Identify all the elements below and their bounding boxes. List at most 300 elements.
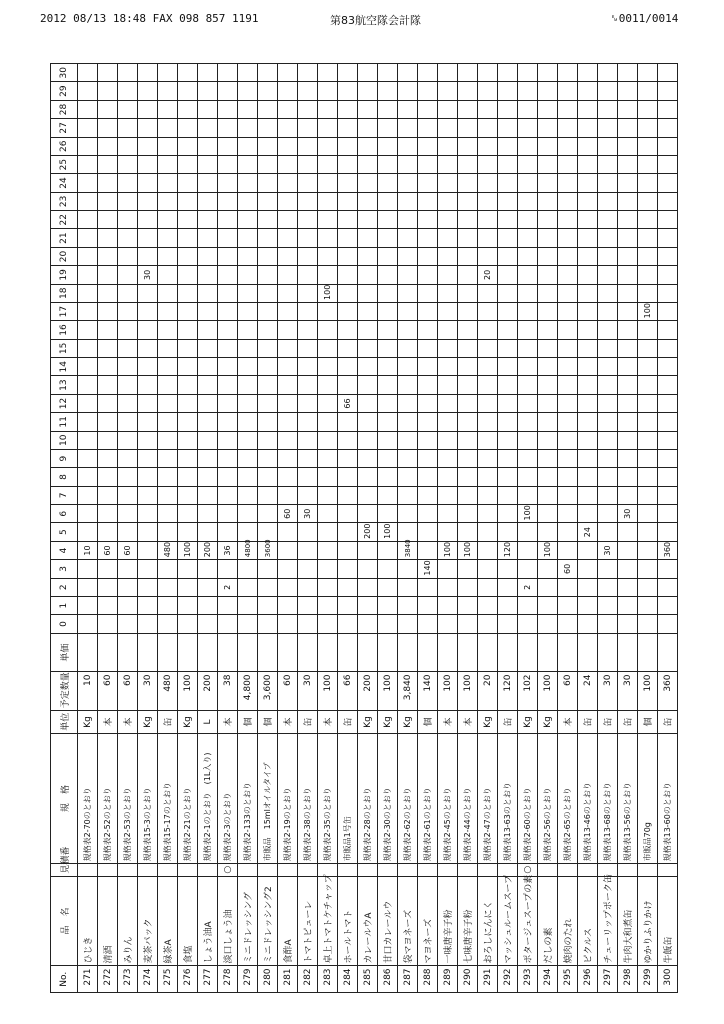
row-day-18 xyxy=(458,284,478,302)
row-unit-price xyxy=(78,633,98,672)
row-day-20 xyxy=(418,247,438,265)
row-day-18 xyxy=(118,284,138,302)
row-day-3 xyxy=(138,560,158,578)
row-quantity: 3,600 xyxy=(258,672,278,711)
row-unit: 本 xyxy=(558,711,578,733)
row-day-14 xyxy=(238,358,258,376)
row-day-11 xyxy=(118,413,138,431)
row-day-12 xyxy=(138,394,158,412)
row-day-0 xyxy=(278,615,298,633)
row-day-30 xyxy=(418,64,438,82)
row-day-2 xyxy=(578,578,598,596)
row-day-26 xyxy=(598,137,618,155)
row-day-11 xyxy=(218,413,238,431)
row-day-29 xyxy=(358,82,378,100)
row-day-0 xyxy=(178,615,198,633)
row-day-11 xyxy=(318,413,338,431)
row-day-29 xyxy=(138,82,158,100)
row-day-17 xyxy=(558,302,578,320)
row-day-28 xyxy=(278,100,298,118)
row-day-12 xyxy=(358,394,378,412)
row-day-23 xyxy=(98,192,118,210)
row-day-8 xyxy=(358,468,378,486)
row-day-20 xyxy=(558,247,578,265)
header-unit: 単位 xyxy=(51,711,78,733)
row-item-name: おろしにんにく xyxy=(478,876,498,966)
row-day-9 xyxy=(198,449,218,467)
row-day-6 xyxy=(438,505,458,523)
row-day-15 xyxy=(238,339,258,357)
row-day-19 xyxy=(218,266,238,284)
row-day-26 xyxy=(98,137,118,155)
row-day-7 xyxy=(618,486,638,504)
row-day-17 xyxy=(118,302,138,320)
row-day-16 xyxy=(398,321,418,339)
row-day-20 xyxy=(278,247,298,265)
row-day-6: 30 xyxy=(618,505,638,523)
row-day-12 xyxy=(618,394,638,412)
row-approval-mark xyxy=(278,864,298,876)
header-day-13: 13 xyxy=(51,376,78,394)
row-day-20 xyxy=(258,247,278,265)
row-day-0 xyxy=(458,615,478,633)
row-no: 282 xyxy=(298,966,318,993)
row-unit-price xyxy=(218,633,238,672)
row-quantity: 10 xyxy=(78,672,98,711)
row-day-3 xyxy=(318,560,338,578)
row-day-20 xyxy=(578,247,598,265)
row-day-30 xyxy=(218,64,238,82)
row-day-10 xyxy=(118,431,138,449)
row-day-24 xyxy=(178,174,198,192)
row-day-27 xyxy=(638,119,658,137)
row-unit: 本 xyxy=(278,711,298,733)
row-day-25 xyxy=(618,155,638,173)
row-day-27 xyxy=(478,119,498,137)
row-day-9 xyxy=(258,449,278,467)
row-approval-mark xyxy=(458,864,478,876)
row-day-22 xyxy=(118,211,138,229)
row-day-8 xyxy=(78,468,98,486)
row-day-2 xyxy=(478,578,498,596)
row-day-8 xyxy=(258,468,278,486)
header-day-28: 28 xyxy=(51,100,78,118)
row-quantity: 120 xyxy=(498,672,518,711)
row-day-4: 36 xyxy=(218,541,238,559)
row-day-15 xyxy=(118,339,138,357)
row-day-21 xyxy=(458,229,478,247)
row-day-20 xyxy=(178,247,198,265)
row-day-11 xyxy=(518,413,538,431)
row-day-18 xyxy=(138,284,158,302)
row-day-21 xyxy=(138,229,158,247)
row-day-8 xyxy=(218,468,238,486)
row-day-6 xyxy=(338,505,358,523)
row-day-27 xyxy=(98,119,118,137)
row-day-26 xyxy=(478,137,498,155)
row-item-name: 卓上トマトケチャップ xyxy=(318,876,338,966)
row-day-22 xyxy=(98,211,118,229)
row-day-24 xyxy=(578,174,598,192)
row-day-9 xyxy=(478,449,498,467)
row-day-26 xyxy=(138,137,158,155)
row-day-20 xyxy=(658,247,678,265)
row-day-28 xyxy=(178,100,198,118)
row-day-30 xyxy=(118,64,138,82)
row-day-2 xyxy=(78,578,98,596)
row-day-6 xyxy=(538,505,558,523)
row-day-16 xyxy=(498,321,518,339)
row-unit: Kg xyxy=(78,711,98,733)
procurement-sheet xyxy=(50,63,690,993)
row-day-30 xyxy=(398,64,418,82)
row-day-16 xyxy=(298,321,318,339)
row-day-22 xyxy=(218,211,238,229)
fax-timestamp: 2012 08/13 18:48 FAX 098 857 1191 xyxy=(40,12,259,25)
row-day-1 xyxy=(578,596,598,614)
row-day-29 xyxy=(438,82,458,100)
row-day-17 xyxy=(478,302,498,320)
row-day-12 xyxy=(578,394,598,412)
row-day-30 xyxy=(458,64,478,82)
row-day-18 xyxy=(158,284,178,302)
row-day-4: 100 xyxy=(538,541,558,559)
row-day-30 xyxy=(478,64,498,82)
row-day-4 xyxy=(578,541,598,559)
row-day-2 xyxy=(538,578,558,596)
row-day-18 xyxy=(638,284,658,302)
row-day-5 xyxy=(618,523,638,541)
header-day-10: 10 xyxy=(51,431,78,449)
row-day-16 xyxy=(358,321,378,339)
row-day-6 xyxy=(498,505,518,523)
row-day-30 xyxy=(518,64,538,82)
row-item-name: 食塩 xyxy=(178,876,198,966)
row-day-14 xyxy=(98,358,118,376)
fax-header xyxy=(0,0,724,36)
row-day-8 xyxy=(478,468,498,486)
row-day-9 xyxy=(638,449,658,467)
row-day-23 xyxy=(498,192,518,210)
row-unit: 個 xyxy=(418,711,438,733)
row-unit: L xyxy=(198,711,218,733)
row-day-21 xyxy=(618,229,638,247)
row-day-28 xyxy=(358,100,378,118)
row-day-24 xyxy=(138,174,158,192)
row-day-0 xyxy=(158,615,178,633)
row-day-28 xyxy=(578,100,598,118)
row-day-4: 200 xyxy=(198,541,218,559)
header-day-23: 23 xyxy=(51,192,78,210)
row-day-15 xyxy=(578,339,598,357)
row-day-15 xyxy=(98,339,118,357)
header-day-14: 14 xyxy=(51,358,78,376)
row-day-9 xyxy=(458,449,478,467)
row-day-1 xyxy=(318,596,338,614)
row-item-name: ホールトマト xyxy=(338,876,358,966)
row-day-13 xyxy=(298,376,318,394)
row-unit-price xyxy=(178,633,198,672)
row-day-26 xyxy=(198,137,218,155)
row-no: 297 xyxy=(598,966,618,993)
row-day-23 xyxy=(378,192,398,210)
row-day-5 xyxy=(638,523,658,541)
row-day-15 xyxy=(158,339,178,357)
row-approval-mark xyxy=(398,864,418,876)
row-unit-price xyxy=(258,633,278,672)
row-day-8 xyxy=(398,468,418,486)
row-day-9 xyxy=(538,449,558,467)
row-day-17 xyxy=(98,302,118,320)
row-day-11 xyxy=(238,413,258,431)
row-day-29 xyxy=(478,82,498,100)
row-day-21 xyxy=(178,229,198,247)
row-day-23 xyxy=(358,192,378,210)
row-day-5 xyxy=(318,523,338,541)
header-day-24: 24 xyxy=(51,174,78,192)
row-day-20 xyxy=(438,247,458,265)
row-no: 292 xyxy=(498,966,518,993)
row-day-17 xyxy=(398,302,418,320)
row-approval-mark xyxy=(618,864,638,876)
row-day-16 xyxy=(198,321,218,339)
row-day-3 xyxy=(498,560,518,578)
row-day-3 xyxy=(518,560,538,578)
row-unit-price xyxy=(118,633,138,672)
row-day-17 xyxy=(298,302,318,320)
row-day-29 xyxy=(158,82,178,100)
row-day-14 xyxy=(338,358,358,376)
items-table xyxy=(50,63,678,993)
row-day-2: 2 xyxy=(518,578,538,596)
row-day-13 xyxy=(538,376,558,394)
row-day-3 xyxy=(338,560,358,578)
row-approval-mark xyxy=(338,864,358,876)
row-day-25 xyxy=(98,155,118,173)
row-day-9 xyxy=(558,449,578,467)
row-day-21 xyxy=(298,229,318,247)
row-day-18: 100 xyxy=(318,284,338,302)
row-item-name: ゆかりふりかけ xyxy=(638,876,658,966)
row-day-4 xyxy=(338,541,358,559)
row-day-12 xyxy=(478,394,498,412)
row-day-19 xyxy=(458,266,478,284)
row-day-15 xyxy=(438,339,458,357)
row-day-25 xyxy=(238,155,258,173)
row-day-21 xyxy=(278,229,298,247)
row-day-4: 3840 xyxy=(398,541,418,559)
row-day-18 xyxy=(578,284,598,302)
row-day-3 xyxy=(398,560,418,578)
row-day-27 xyxy=(138,119,158,137)
row-day-3 xyxy=(438,560,458,578)
header-day-29: 29 xyxy=(51,82,78,100)
row-day-30 xyxy=(198,64,218,82)
row-day-12 xyxy=(318,394,338,412)
row-day-3 xyxy=(118,560,138,578)
row-day-23 xyxy=(338,192,358,210)
row-day-11 xyxy=(178,413,198,431)
row-day-5 xyxy=(298,523,318,541)
row-unit: 缶 xyxy=(298,711,318,733)
header-day-11: 11 xyxy=(51,413,78,431)
row-quantity: 30 xyxy=(138,672,158,711)
row-day-26 xyxy=(218,137,238,155)
row-day-13 xyxy=(98,376,118,394)
row-spec: 規格表2-62のとおり xyxy=(398,733,418,864)
row-day-16 xyxy=(158,321,178,339)
row-day-26 xyxy=(458,137,478,155)
row-day-19 xyxy=(178,266,198,284)
row-day-27 xyxy=(298,119,318,137)
row-day-23 xyxy=(578,192,598,210)
row-day-14 xyxy=(218,358,238,376)
row-day-15 xyxy=(618,339,638,357)
row-day-11 xyxy=(438,413,458,431)
row-unit: Kg xyxy=(398,711,418,733)
row-day-6 xyxy=(178,505,198,523)
row-day-1 xyxy=(138,596,158,614)
row-day-17 xyxy=(418,302,438,320)
row-day-13 xyxy=(258,376,278,394)
row-day-5: 200 xyxy=(358,523,378,541)
row-day-17 xyxy=(498,302,518,320)
row-day-2 xyxy=(598,578,618,596)
row-day-25 xyxy=(378,155,398,173)
row-day-1 xyxy=(618,596,638,614)
row-day-15 xyxy=(558,339,578,357)
row-unit-price xyxy=(438,633,458,672)
row-day-17 xyxy=(338,302,358,320)
row-day-16 xyxy=(338,321,358,339)
row-day-2 xyxy=(658,578,678,596)
row-day-16 xyxy=(618,321,638,339)
table-row xyxy=(378,64,398,993)
row-day-0 xyxy=(298,615,318,633)
row-day-24 xyxy=(338,174,358,192)
row-day-25 xyxy=(318,155,338,173)
row-day-15 xyxy=(538,339,558,357)
row-day-5 xyxy=(78,523,98,541)
row-day-16 xyxy=(558,321,578,339)
row-day-10 xyxy=(398,431,418,449)
row-day-9 xyxy=(138,449,158,467)
row-unit: 缶 xyxy=(338,711,358,733)
row-day-18 xyxy=(378,284,398,302)
row-day-13 xyxy=(638,376,658,394)
row-day-19 xyxy=(518,266,538,284)
row-day-19 xyxy=(598,266,618,284)
row-day-0 xyxy=(138,615,158,633)
row-day-29 xyxy=(638,82,658,100)
row-day-7 xyxy=(578,486,598,504)
row-day-22 xyxy=(358,211,378,229)
row-day-23 xyxy=(238,192,258,210)
row-day-8 xyxy=(278,468,298,486)
row-day-6 xyxy=(158,505,178,523)
row-day-8 xyxy=(558,468,578,486)
row-day-18 xyxy=(178,284,198,302)
row-day-28 xyxy=(138,100,158,118)
row-no: 271 xyxy=(78,966,98,993)
row-day-15 xyxy=(318,339,338,357)
header-day-17: 17 xyxy=(51,302,78,320)
row-day-9 xyxy=(358,449,378,467)
row-day-26 xyxy=(378,137,398,155)
row-day-24 xyxy=(658,174,678,192)
row-item-name: ミニドレッシング2 xyxy=(258,876,278,966)
row-spec: 規格表13-63のとおり xyxy=(498,733,518,864)
row-spec: 規格表2-44のとおり xyxy=(458,733,478,864)
row-day-6 xyxy=(658,505,678,523)
row-day-24 xyxy=(238,174,258,192)
row-day-26 xyxy=(238,137,258,155)
row-day-13 xyxy=(118,376,138,394)
row-unit-price xyxy=(238,633,258,672)
header-day-19: 19 xyxy=(51,266,78,284)
row-day-11 xyxy=(458,413,478,431)
table-row xyxy=(198,64,218,993)
row-quantity: 4,800 xyxy=(238,672,258,711)
row-day-27 xyxy=(358,119,378,137)
row-day-26 xyxy=(318,137,338,155)
row-day-17 xyxy=(78,302,98,320)
row-day-23 xyxy=(598,192,618,210)
row-day-27 xyxy=(198,119,218,137)
row-day-1 xyxy=(258,596,278,614)
row-day-27 xyxy=(618,119,638,137)
row-day-19 xyxy=(158,266,178,284)
row-day-14 xyxy=(498,358,518,376)
row-approval-mark xyxy=(78,864,98,876)
row-day-5: 24 xyxy=(578,523,598,541)
header-day-1: 1 xyxy=(51,596,78,614)
row-day-26 xyxy=(658,137,678,155)
row-day-25 xyxy=(278,155,298,173)
row-day-21 xyxy=(638,229,658,247)
row-day-4 xyxy=(638,541,658,559)
row-approval-mark xyxy=(558,864,578,876)
row-day-26 xyxy=(618,137,638,155)
row-day-5 xyxy=(178,523,198,541)
row-day-2 xyxy=(458,578,478,596)
row-day-5 xyxy=(338,523,358,541)
row-day-17 xyxy=(598,302,618,320)
row-day-10 xyxy=(558,431,578,449)
row-day-12 xyxy=(278,394,298,412)
row-spec: 規格表2-60のとおり xyxy=(518,733,538,864)
row-day-15 xyxy=(178,339,198,357)
row-day-24 xyxy=(318,174,338,192)
row-day-0 xyxy=(598,615,618,633)
row-day-7 xyxy=(258,486,278,504)
row-day-28 xyxy=(218,100,238,118)
row-day-29 xyxy=(218,82,238,100)
row-day-2 xyxy=(618,578,638,596)
row-day-17 xyxy=(538,302,558,320)
row-day-1 xyxy=(638,596,658,614)
row-day-8 xyxy=(298,468,318,486)
row-day-1 xyxy=(78,596,98,614)
row-day-5 xyxy=(558,523,578,541)
row-approval-mark xyxy=(538,864,558,876)
row-day-12 xyxy=(638,394,658,412)
row-day-9 xyxy=(218,449,238,467)
row-day-3 xyxy=(198,560,218,578)
row-day-24 xyxy=(78,174,98,192)
row-day-21 xyxy=(478,229,498,247)
row-day-5 xyxy=(118,523,138,541)
